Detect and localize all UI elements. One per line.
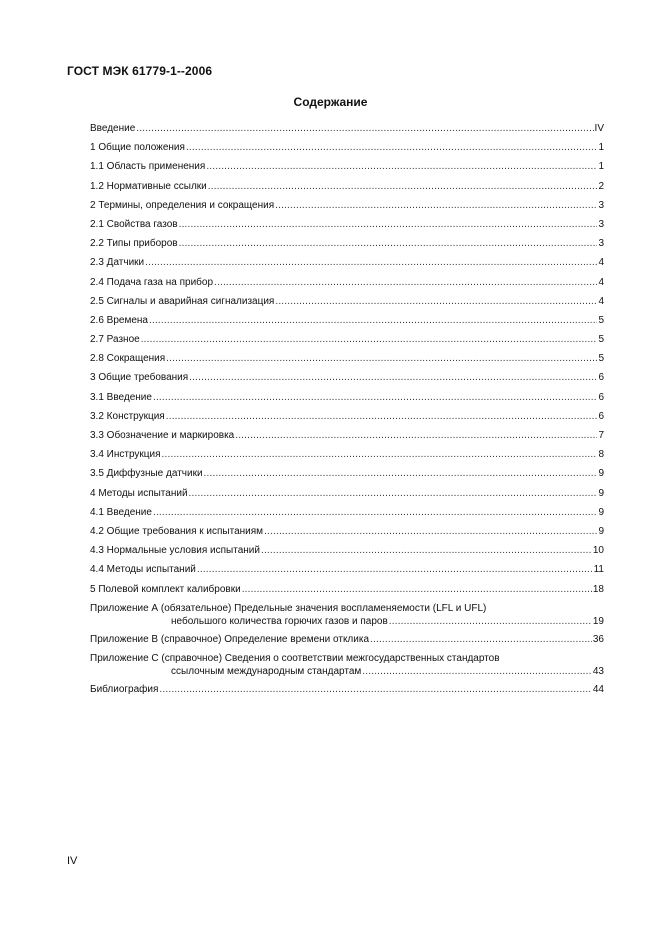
toc-entries xyxy=(90,122,604,602)
toc-entry xyxy=(90,544,604,563)
toc-entry-title: 2.5 Сигналы и аварийная сигнализация xyxy=(90,295,275,307)
toc-entry-title: 3.1 Введение xyxy=(90,391,152,403)
toc-entry-page: 5 xyxy=(598,353,604,365)
dot-leader xyxy=(214,276,597,289)
toc-entry xyxy=(90,160,604,179)
dot-leader xyxy=(162,448,598,461)
toc-entry xyxy=(90,391,604,410)
toc-entry-page: 9 xyxy=(598,468,604,480)
toc-entry xyxy=(90,583,604,602)
toc-entry-page: 3 xyxy=(598,238,604,250)
toc-entry xyxy=(90,371,604,390)
dot-leader xyxy=(264,525,597,538)
annex-a-line1: Приложение А (обязательное) Предельные значения воспламеняемости (LFL и UFL) xyxy=(90,602,487,614)
toc-entry-annex-c xyxy=(90,652,604,678)
bibliography-page: 44 xyxy=(592,683,604,695)
toc-entry xyxy=(90,410,604,429)
bibliography-title: Библиография xyxy=(90,683,159,695)
toc-entry-title: 3.4 Инструкция xyxy=(90,449,161,461)
toc-entry-page: 18 xyxy=(592,583,604,595)
dot-leader xyxy=(389,615,592,628)
dot-leader xyxy=(189,487,598,500)
toc-entry-page: 5 xyxy=(598,314,604,326)
toc-entry xyxy=(90,180,604,199)
toc-entry-title: 2.6 Времена xyxy=(90,314,148,326)
toc-entry-page: 3 xyxy=(598,218,604,230)
toc-entry-page: IV xyxy=(594,123,604,134)
toc-entry-page: 7 xyxy=(598,430,604,441)
toc-entry-page: 6 xyxy=(598,372,604,384)
dot-leader xyxy=(189,371,597,384)
toc-entry-title: 3.5 Диффузные датчики xyxy=(90,468,203,480)
toc-entry-title: 1.1 Область применения xyxy=(90,161,206,173)
toc-entry-page: 3 xyxy=(598,199,604,211)
toc-entry-annex-a xyxy=(90,602,604,628)
toc-entry xyxy=(90,276,604,295)
dot-leader xyxy=(197,563,593,576)
toc-entry-page: 1 xyxy=(598,161,604,173)
toc-entry-title: 2.8 Сокращения xyxy=(90,353,166,365)
dot-leader xyxy=(149,314,597,327)
dot-leader xyxy=(166,352,597,365)
page-title: Содержание xyxy=(293,95,368,109)
toc-entry-title: 3 Общие требования xyxy=(90,372,189,384)
toc-entry-page: 6 xyxy=(598,391,604,403)
dot-leader xyxy=(242,583,592,596)
annex-c-page: 43 xyxy=(592,665,604,677)
toc-entry-title: 2.4 Подача газа на прибор xyxy=(90,276,214,288)
toc-entry-title: Введение xyxy=(90,123,136,134)
dot-leader xyxy=(141,333,598,346)
table-of-contents xyxy=(90,122,604,702)
dot-leader xyxy=(275,295,597,308)
toc-entry-title: 2.2 Типы приборов xyxy=(90,238,178,250)
toc-entry-bibliography xyxy=(90,683,604,702)
toc-entry-title: 2 Термины, определения и сокращения xyxy=(90,199,275,211)
dot-leader xyxy=(206,160,597,173)
toc-entry-title: 4.3 Нормальные условия испытаний xyxy=(90,545,260,557)
toc-entry-title: 1 Общие положения xyxy=(90,142,185,154)
toc-entry xyxy=(90,429,604,448)
toc-entry xyxy=(90,352,604,371)
toc-entry-title: 5 Полевой комплект калибровки xyxy=(90,583,241,595)
toc-entry xyxy=(90,333,604,352)
dot-leader xyxy=(145,256,597,269)
dot-leader xyxy=(208,180,598,193)
toc-entry xyxy=(90,295,604,314)
toc-entry-title: 4.4 Методы испытаний xyxy=(90,564,196,576)
toc-entry-title: 2.1 Свойства газов xyxy=(90,218,178,230)
toc-entry-page: 4 xyxy=(598,276,604,288)
toc-entry-title: 4 Методы испытаний xyxy=(90,487,188,499)
dot-leader xyxy=(153,506,597,519)
dot-leader xyxy=(179,237,598,250)
toc-entry-page: 8 xyxy=(598,449,604,461)
annex-b-page: 36 xyxy=(592,633,604,645)
toc-entry xyxy=(90,199,604,218)
toc-entry-page: 2 xyxy=(598,180,604,192)
toc-entry-page: 6 xyxy=(598,410,604,422)
dot-leader xyxy=(261,544,592,557)
toc-entry-page: 1 xyxy=(598,142,604,154)
toc-entry-title: 2.7 Разное xyxy=(90,334,140,346)
toc-entry-page: 11 xyxy=(593,564,604,576)
dot-leader xyxy=(370,633,592,646)
toc-entry-title: 4.2 Общие требования к испытаниям xyxy=(90,525,264,537)
toc-entry xyxy=(90,122,604,141)
dot-leader xyxy=(362,665,592,678)
toc-entry-page: 5 xyxy=(598,334,604,346)
toc-entry xyxy=(90,448,604,467)
toc-entry-title: 2.3 Датчики xyxy=(90,257,145,269)
dot-leader xyxy=(159,683,591,696)
annex-a-page: 19 xyxy=(592,615,604,627)
toc-entry-page: 4 xyxy=(598,257,604,269)
dot-leader xyxy=(186,141,598,154)
document-header: ГОСТ МЭК 61779-1--2006 xyxy=(67,64,213,78)
toc-entry xyxy=(90,563,604,582)
toc-entry-page: 9 xyxy=(598,487,604,499)
page-number: IV xyxy=(67,855,78,867)
toc-entry xyxy=(90,314,604,333)
toc-entry xyxy=(90,237,604,256)
dot-leader xyxy=(166,410,598,423)
annex-c-line2: ссылочным международным стандартам xyxy=(171,665,362,677)
toc-entry xyxy=(90,487,604,506)
dot-leader xyxy=(179,218,598,231)
annex-c-line1: Приложение С (справочное) Сведения о соответствии межгосударственных стандартов xyxy=(90,652,500,664)
toc-entry xyxy=(90,218,604,237)
toc-entry xyxy=(90,467,604,486)
toc-entry-page: 9 xyxy=(598,506,604,518)
toc-entry-page: 4 xyxy=(598,295,604,307)
toc-entry-title: 1.2 Нормативные ссылки xyxy=(90,180,207,192)
toc-entry-page: 9 xyxy=(598,525,604,537)
toc-entry-title: 3.2 Конструкция xyxy=(90,410,165,422)
dot-leader xyxy=(204,467,598,480)
toc-entry-title: 4.1 Введение xyxy=(90,506,152,518)
dot-leader xyxy=(275,199,597,212)
dot-leader xyxy=(235,429,597,442)
dot-leader xyxy=(136,122,593,135)
toc-entry-annex-b xyxy=(90,633,604,652)
toc-entry xyxy=(90,141,604,160)
toc-entry xyxy=(90,506,604,525)
annex-b-title: Приложение В (справочное) Определение времени отклика xyxy=(90,633,370,645)
annex-a-line2: небольшого количества горючих газов и паров xyxy=(171,615,388,627)
toc-entry-page: 10 xyxy=(592,545,604,557)
toc-entry xyxy=(90,525,604,544)
dot-leader xyxy=(153,391,597,404)
toc-entry-title: 3.3 Обозначение и маркировка xyxy=(90,430,235,441)
toc-entry xyxy=(90,256,604,275)
